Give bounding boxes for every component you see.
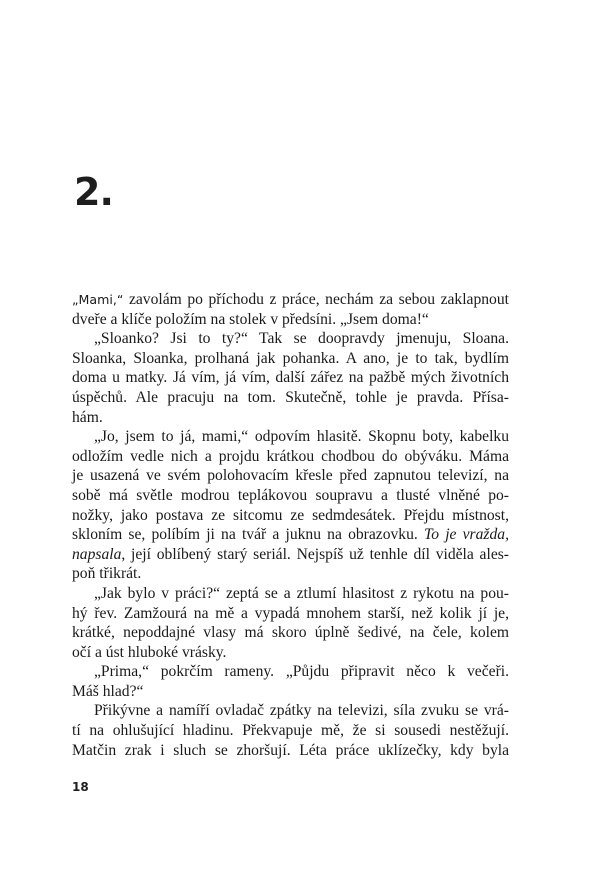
text-line: „Jak bylo v práci?“ zeptá se a ztlumí hlasitost z rykotu na pou- bbox=[94, 584, 509, 602]
text-line: napsala, její oblíbený starý seriál. Nejspíš už tenhle díl viděla ales- bbox=[72, 545, 509, 563]
text-line: poň třikrát. bbox=[72, 565, 142, 583]
text-line: krátké, nepoddajné vlasy má skoro úplně šedivé, na čele, kolem bbox=[72, 624, 509, 642]
text-line: Sloanka, Sloanka, prolhaná jak pohanka. A ano, je to tak, bydlím bbox=[72, 349, 509, 367]
text-line: úspěchů. Ale pracuju na tom. Skutečně, tohle je pravda. Přísa- bbox=[72, 388, 509, 406]
text-line: Matčin zrak i sluch se zhoršují. Léta práce uklízečky, kdy byla bbox=[72, 741, 509, 759]
text-line: odložím vedle nich a projdu krátkou chodbou do obýváku. Máma bbox=[72, 447, 509, 465]
text-line: hý řev. Zamžourá na mě a vypadá mnohem starší, než kolik jí je, bbox=[72, 604, 509, 622]
text-line: hám. bbox=[72, 408, 103, 426]
text-line: „Jo, jsem to já, mami,“ odpovím hlasitě. Skopnu boty, kabelku bbox=[94, 428, 509, 446]
page-number: 18 bbox=[72, 780, 89, 794]
text-line: tí na ohlušující hladinu. Překvapuje mě, že si sousedi nestěžují. bbox=[72, 722, 509, 740]
text-line: nožky, jako postava ze sitcomu ze sedmdesátek. Přejdu místnost, bbox=[72, 506, 509, 524]
text-line: Přikývne a namíří ovladač zpátky na televizi, síla zvuku se vrá- bbox=[94, 702, 509, 720]
text-line: doma u matky. Já vím, já vím, další zářez na pažbě mých životních bbox=[72, 369, 509, 387]
italic-title: To je vražda, bbox=[423, 526, 509, 544]
body-text bbox=[72, 290, 509, 760]
text-line: skloním se, políbím ji na tvář a juknu na obrazovku. To je vražda, bbox=[72, 526, 509, 544]
text-line: sobě má světle modrou teplákovou soupravu a tlusté vlněné po- bbox=[72, 486, 509, 504]
text-line: Máš hlad?“ bbox=[72, 682, 144, 700]
italic-title: napsala bbox=[72, 545, 122, 563]
text-line: „Prima,“ pokrčím rameny. „Půjdu připravit něco k večeři. bbox=[94, 663, 509, 681]
text-line: „Mami,“ zavolám po příchodu z práce, nechám za sebou zaklapnout bbox=[72, 291, 509, 308]
opening-word: „Mami,“ bbox=[72, 292, 124, 307]
text-line: očí a úst hluboké vrásky. bbox=[72, 643, 227, 661]
text-line: „Sloanko? Jsi to ty?“ Tak se doopravdy jmenuju, Sloana. bbox=[94, 330, 509, 348]
text-line: je usazená ve svém polohovacím křesle před zapnutou televizí, na bbox=[72, 467, 509, 485]
chapter-number: 2. bbox=[74, 170, 113, 214]
text-line: dveře a klíče položím na stolek v předsíni. „Jsem doma!“ bbox=[72, 310, 429, 328]
